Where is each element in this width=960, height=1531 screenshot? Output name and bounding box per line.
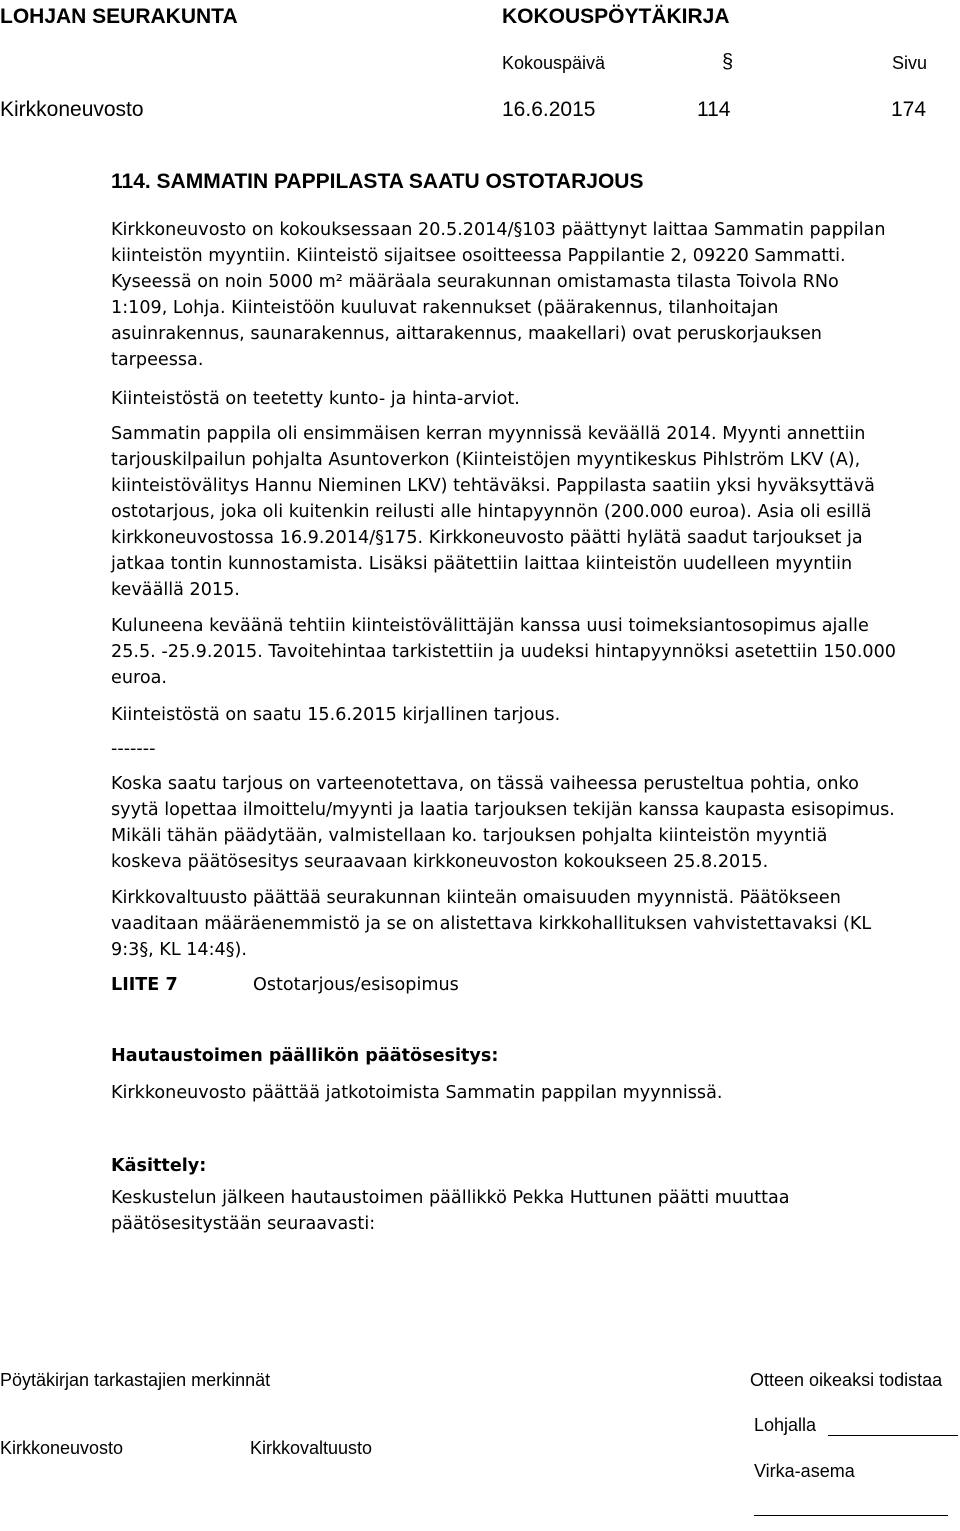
page-number: 174 [891,98,927,121]
text-line: tarpeessa. [111,350,204,370]
paragraph-background [111,217,931,373]
proposal-heading: Hautaustoimen päällikön päätösesitys: [111,1046,499,1066]
position-label: Virka-asema [754,1461,855,1481]
text-line: Kiinteistöstä on teetetty kunto- ja hinta-arviot. [111,389,520,409]
footer-col-council: Kirkkoneuvosto [0,1438,124,1458]
text-line: vaaditaan määräenemmistö ja se on alistettava kirkkohallituksen vahvistettavaksi (KL [111,914,872,934]
text-line: Keskustelun jälkeen hautaustoimen päällikkö Pekka Huttunen päätti muuttaa [111,1188,790,1208]
paragraph-appraisal [111,386,931,412]
text-line: päätösesitystään seuraavasti: [111,1214,376,1234]
text-line: koskeva päätösesitys seuraavaan kirkkoneuvoston kokoukseen 25.8.2015. [111,852,769,872]
document-type: KOKOUSPÖYTÄKIRJA [502,5,730,28]
text-line: Kirkkovaltuusto päättää seurakunnan kiinteän omaisuuden myynnistä. Päätökseen [111,888,841,908]
text-line: 1:109, Lohja. Kiinteistöön kuuluvat rakennukset (päärakennus, tilanhoitajan [111,298,779,318]
text-line: Koska saatu tarjous on varteenotettava, on tässä vaiheessa perusteltua pohtia, onko [111,774,859,794]
text-line: kiinteistövälitys Hannu Nieminen LKV) tehtäväksi. Pappilasta saatiin yksi hyväksyttävä [111,476,875,496]
text-line: Kirkkoneuvosto on kokouksessaan 20.5.2014/§103 päättynyt laittaa Sammatin pappilan [111,220,886,240]
text-line: jatkaa tontin kunnostamista. Lisäksi päätettiin laittaa kiinteistön uudelleen myyntiin [111,554,853,574]
text-line: syytä lopettaa ilmoittelu/myynti ja laatia tarjouksen tekijän kanssa kaupasta esisopimus. [111,800,895,820]
text-line: Kuluneena keväänä tehtiin kiinteistövälittäjän kanssa uusi toimeksiantosopimus ajalle [111,616,869,636]
text-line: Kiinteistöstä on saatu 15.6.2015 kirjallinen tarjous. [111,705,561,725]
place-label: Lohjalla [754,1415,817,1435]
text-line: tarjouskilpailun pohjalta Asuntoverkon (Kiinteistöjen myyntikeskus Pihlström LKV (A), [111,450,861,470]
text-line: kirkkoneuvostossa 16.9.2014/§175. Kirkkoneuvosto päätti hylätä saadut tarjoukset ja [111,528,863,548]
meeting-date: 16.6.2015 [502,98,596,121]
place-signature-line [828,1435,958,1436]
handling-text [111,1185,931,1237]
text-line: 9:3§, KL 14:4§). [111,940,247,960]
text-line: keväällä 2015. [111,580,240,600]
text-line: Mikäli tähän päädytään, valmistellaan ko. tarjouksen pohjalta kiinteistön myyntiä [111,826,828,846]
section-symbol: § [722,51,734,73]
governing-body: Kirkkoneuvosto [0,98,144,121]
item-title: 114. SAMMATIN PAPPILASTA SAATU OSTOTARJOUS [111,170,644,193]
text-line: Sammatin pappila oli ensimmäisen kerran myynnissä keväällä 2014. Myynti annettiin [111,424,866,444]
text-line: ostotarjous, joka oli kuitenkin reilusti alle hintapyynnön (200.000 euroa). Asia oli esillä [111,502,872,522]
proposal-text: Kirkkoneuvosto päättää jatkotoimista Sammatin pappilan myynnissä. [111,1083,723,1103]
text-line: asuinrakennus, saunarakennus, aittarakennus, maakellari) ovat peruskorjauksen [111,324,822,344]
page-label: Sivu [892,53,928,73]
paragraph-consideration [111,771,931,875]
paragraph-offer-received [111,702,931,728]
meeting-date-label: Kokouspäivä [502,53,606,73]
footer-col-assembly: Kirkkovaltuusto [250,1438,373,1458]
certified-copy-label: Otteen oikeaksi todistaa [750,1370,943,1390]
text-line: kiinteistön myyntiin. Kiinteistö sijaitsee osoitteessa Pappilantie 2, 09220 Sammatti. [111,246,846,266]
checkers-label: Pöytäkirjan tarkastajien merkinnät [0,1370,271,1390]
separator-dashes [111,736,931,762]
organization-name: LOHJAN SEURAKUNTA [0,5,238,28]
text-line: ------- [111,739,156,759]
handling-heading: Käsittely: [111,1156,207,1176]
attachment-title: Ostotarjous/esisopimus [253,975,459,995]
text-line: euroa. [111,668,167,688]
text-line: 25.5. -25.9.2015. Tavoitehintaa tarkistettiin ja uudeksi hintapyynnöksi asetettiin 150.000 [111,642,896,662]
paragraph-new-agreement [111,613,931,691]
section-number: 114 [697,98,731,121]
paragraph-council-decision [111,885,931,963]
attachment-label: LIITE 7 [111,975,178,995]
signature-line [754,1515,948,1516]
paragraph-history [111,421,931,603]
text-line: Kyseessä on noin 5000 m² määräala seurakunnan omistamasta tilasta Toivola RNo [111,272,839,292]
